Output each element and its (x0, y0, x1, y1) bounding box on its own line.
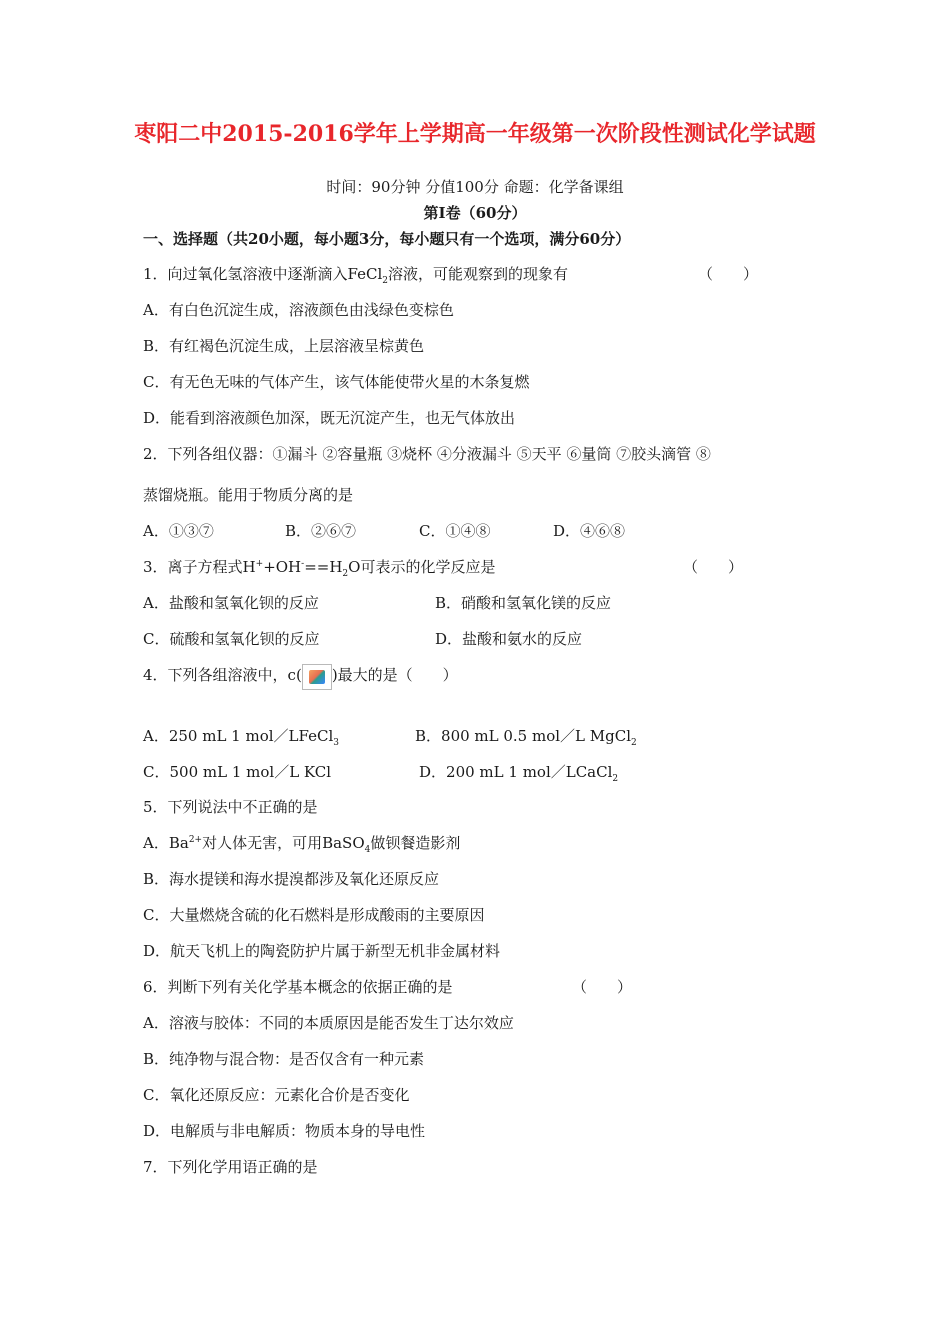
question-1-stem: 1．向过氧化氢溶液中逐渐滴入FeCl$_2$溶液，可能观察到的现象有 (143, 265, 569, 286)
option-b: B．②⑥⑦ (285, 522, 357, 540)
answer-blank: （ ） (572, 978, 633, 996)
option-b: B．有红褐色沉淀生成，上层溶液呈棕黄色 (143, 337, 425, 355)
option-d: D．航天飞机上的陶瓷防护片属于新型无机非金属材料 (143, 942, 501, 960)
option-c: C．500 mL 1 mol／L KCl (143, 763, 331, 781)
option-a: A．有白色沉淀生成，溶液颜色由浅绿色变棕色 (143, 301, 454, 319)
option-b: B．纯净物与混合物：是否仅含有一种元素 (143, 1050, 425, 1068)
page-title: 枣阳二中2015-2016学年上学期高一年级第一次阶段性测试化学试题 (134, 121, 816, 147)
option-a: A．盐酸和氢氧化钡的反应 (143, 594, 319, 612)
option-b: B．800 mL 0.5 mol／L MgCl$_2$ (415, 727, 637, 748)
answer-blank: （ ） (698, 265, 759, 283)
option-c: C．大量燃烧含硫的化石燃料是形成酸雨的主要原因 (143, 906, 485, 924)
option-d: D．④⑥⑧ (553, 522, 626, 540)
question-2-stem-cont: 蒸馏烧瓶。能用于物质分离的是 (143, 486, 354, 504)
question-7-stem: 7．下列化学用语正确的是 (143, 1158, 318, 1176)
option-a: A．溶液与胶体：不同的本质原因是能否发生丁达尔效应 (143, 1014, 514, 1032)
option-a: A．$Ba^{2+}$对人体无害，可用BaSO$_4$做钡餐造影剂 (143, 834, 461, 855)
option-b: B．硝酸和氢氧化镁的反应 (435, 594, 612, 612)
option-c: C．硫酸和氢氧化钡的反应 (143, 630, 320, 648)
volume-heading: 第Ⅰ卷（60分） (423, 204, 527, 222)
option-d: D．盐酸和氨水的反应 (435, 630, 583, 648)
option-b: B．海水提镁和海水提溴都涉及氧化还原反应 (143, 870, 440, 888)
question-6-stem: 6．判断下列有关化学基本概念的依据正确的是 (143, 978, 453, 996)
option-a: A．①③⑦ (143, 522, 214, 540)
option-d: D．电解质与非电解质：物质本身的导电性 (143, 1122, 426, 1140)
option-d: D．能看到溶液颜色加深，既无沉淀产生，也无气体放出 (143, 409, 516, 427)
option-c: C．氧化还原反应：元素化合价是否变化 (143, 1086, 410, 1104)
option-c: C．有无色无味的气体产生，该气体能使带火星的木条复燃 (143, 373, 530, 391)
section-heading: 一、选择题（共20小题，每小题3分，每小题只有一个选项，满分60分） (143, 230, 631, 248)
question-5-stem: 5．下列说法中不正确的是 (143, 798, 318, 816)
question-3-stem: 3．离子方程式$H^++OH^-==H_2O$可表示的化学反应是 (143, 558, 496, 579)
question-2-stem: 2．下列各组仪器：①漏斗 ②容量瓶 ③烧杯 ④分液漏斗 ⑤天平 ⑥量筒 ⑦胶头滴管 ⑧ (143, 445, 711, 463)
question-4-stem: 4．下列各组溶液中，c( )最大的是（ ） (143, 664, 458, 690)
broken-image-icon (302, 664, 332, 690)
option-a: A．250 mL 1 mol／LFeCl$_3$ (143, 727, 339, 748)
answer-blank: （ ） (683, 558, 744, 576)
option-d: D．200 mL 1 mol／LCaCl$_2$ (419, 763, 619, 784)
exam-info: 时间：90分钟 分值100分 命题：化学备课组 (326, 178, 624, 196)
option-c: C．①④⑧ (419, 522, 491, 540)
